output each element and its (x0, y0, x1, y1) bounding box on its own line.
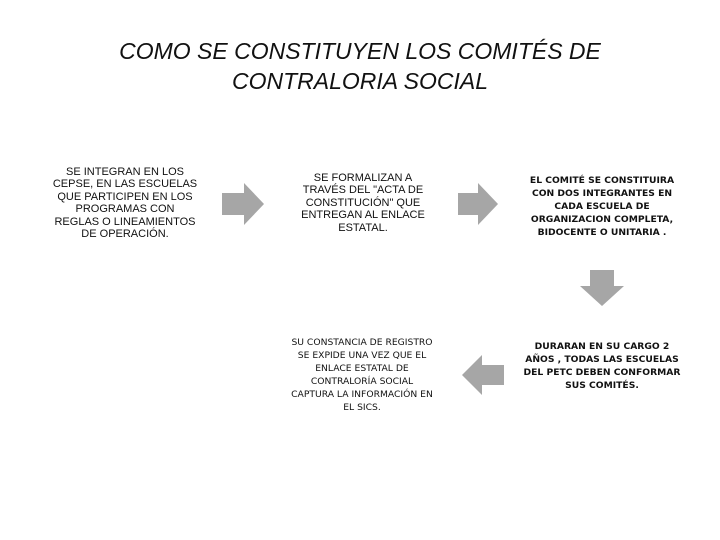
down-arrow-icon (580, 270, 624, 306)
step-1-text: SE INTEGRAN EN LOS CEPSE, EN LAS ESCUELAS QUE PARTICIPEN EN LOS PROGRAMAS CON REGLAS O LINEAMIENTOS DE OPERACIÓN. (52, 166, 198, 241)
right-arrow-1-icon (222, 183, 264, 225)
step-2-text: SE FORMALIZAN A TRAVÉS DEL "ACTA DE CONSTITUCIÓN" QUE ENTREGAN AL ENLACE ESTATAL. (301, 172, 425, 234)
step-5-text: SU CONSTANCIA DE REGISTRO SE EXPIDE UNA VEZ QUE EL ENLACE ESTATAL DE CONTRALORÍA SOCIAL CAPTURA LA INFORMACIÓN EN EL SICS. (291, 337, 433, 413)
right-arrow-2-icon (458, 183, 498, 225)
title-line-2: CONTRALORIA SOCIAL (231, 68, 489, 94)
title-line-1: COMO SE CONSTITUYEN LOS COMITÉS DE (119, 38, 601, 64)
step-4-text: DURARAN EN SU CARGO 2 AÑOS , TODAS LAS ESCUELAS DEL PETC DEBEN CONFORMAR SUS COMITÉS. (523, 341, 681, 391)
left-arrow-icon (462, 355, 504, 395)
step-3-text: EL COMITÉ SE CONSTITUIRA CON DOS INTEGRANTES EN CADA ESCUELA DE ORGANIZACION COMPLETA, BIDOCENTE O UNITARIA . (529, 175, 675, 238)
page-title (60, 36, 660, 96)
